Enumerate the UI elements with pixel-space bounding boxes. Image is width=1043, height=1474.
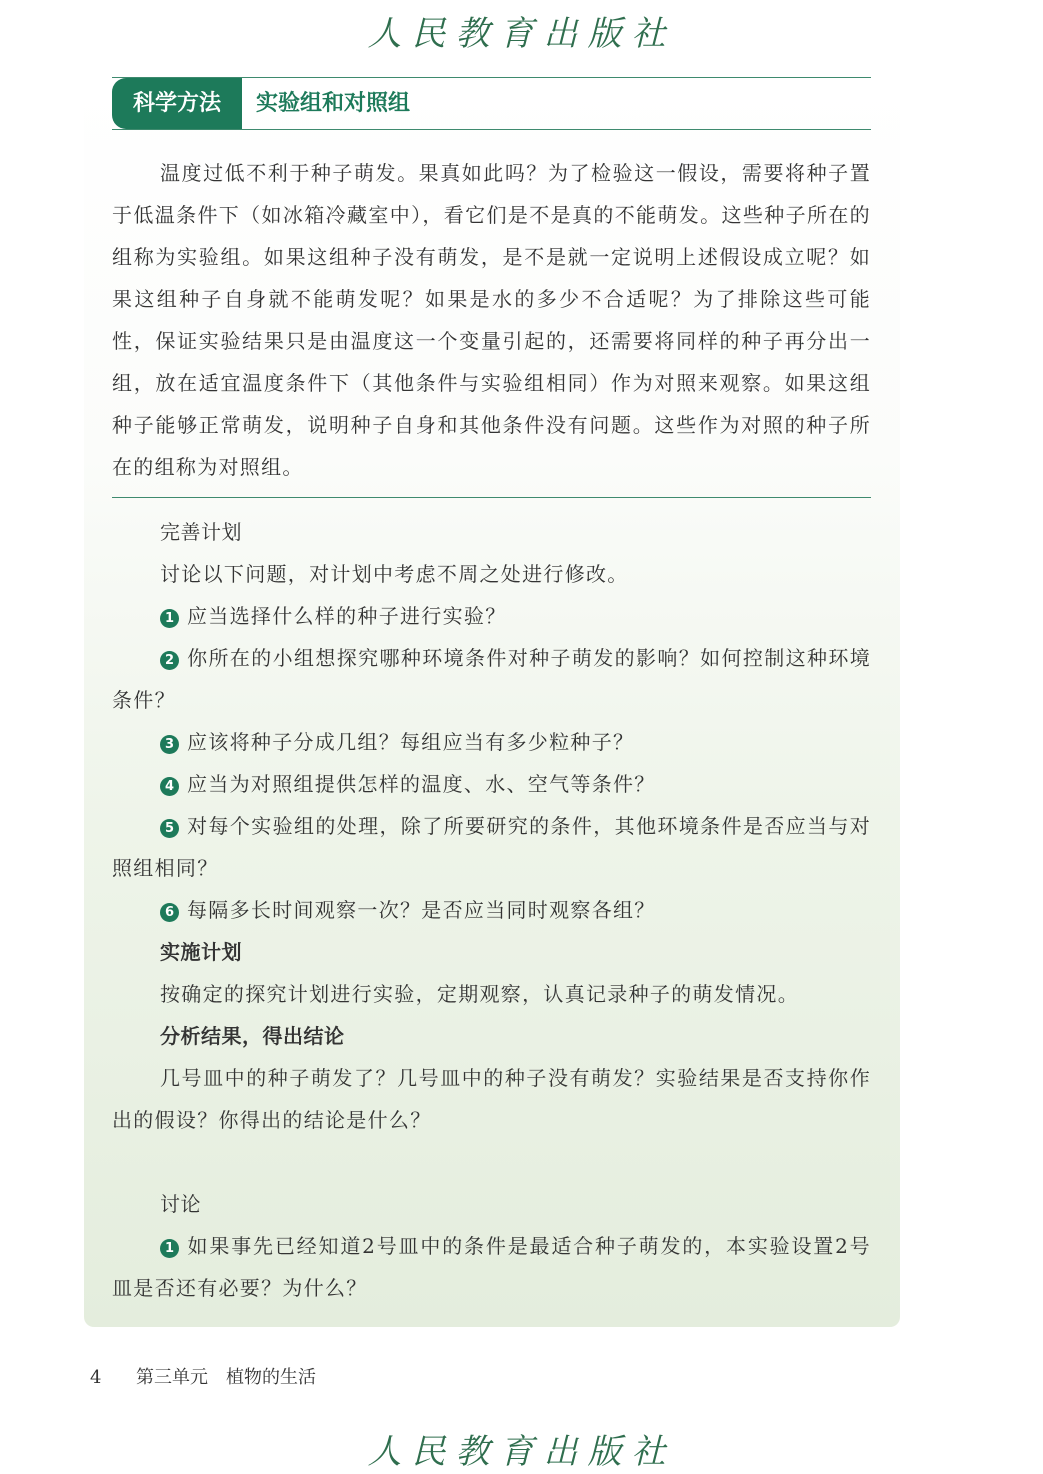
header-bottom-line — [112, 129, 871, 130]
question-text: 应该将种子分成几组？每组应当有多少粒种子？ — [187, 730, 635, 754]
method-paragraph: 温度过低不利于种子萌发。果真如此吗？为了检验这一假设，需要将种子置于低温条件下（如冰箱冷藏室中），看它们是不是真的不能萌发。这些种子所在的组称为实验组。如果这组种子没有萌发，是不是就一定说明上述假设成立呢？如果这组种子自身就不能萌发呢？如果是水的多少不合适呢？为了排除这些可能性，保证实验结果只是由温度这一个变量引起的，还需要将同样的种子再分出一组，放在适宜温度条件下（其他条件与实验组相同）作为对照来观察。如果这组种子能够正常萌发，说明种子自身和其他条件没有问题。这些作为对照的种子所在的组称为对照组。 — [112, 161, 871, 479]
improve-plan-section — [112, 511, 871, 1141]
number-badge: 2 — [160, 651, 179, 670]
question-item — [112, 595, 871, 637]
method-paragraph-block — [112, 152, 871, 488]
publisher-logo-top: 人民教育出版社 — [367, 14, 676, 54]
question-item — [112, 763, 871, 805]
question-item — [112, 721, 871, 763]
page-footer — [90, 1364, 316, 1392]
publisher-logo-bottom: 人民教育出版社 — [367, 1432, 676, 1472]
method-tag: 科学方法 — [112, 78, 242, 129]
question-text: 对每个实验组的处理，除了所要研究的条件，其他环境条件是否应当与对照组相同？ — [112, 814, 871, 880]
section-divider — [112, 497, 871, 498]
unit-title: 第三单元 植物的生活 — [136, 1367, 316, 1388]
analysis-text: 几号皿中的种子萌发了？几号皿中的种子没有萌发？实验结果是否支持你作出的假设？你得出的结论是什么？ — [112, 1066, 871, 1132]
improve-plan-intro: 讨论以下问题，对计划中考虑不周之处进行修改。 — [160, 562, 629, 586]
question-item — [112, 637, 871, 721]
discussion-question — [112, 1225, 871, 1309]
number-badge: 6 — [160, 903, 179, 922]
question-item — [112, 805, 871, 889]
discussion-heading: 讨论 — [160, 1192, 201, 1216]
question-item — [112, 889, 871, 931]
analysis-heading: 分析结果，得出结论 — [160, 1024, 345, 1048]
page-number: 4 — [90, 1367, 102, 1388]
discussion-section — [112, 1183, 871, 1309]
implement-plan-text: 按确定的探究计划进行实验，定期观察，认真记录种子的萌发情况。 — [160, 982, 799, 1006]
question-text: 如果事先已经知道2号皿中的条件是最适合种子萌发的，本实验设置2号皿是否还有必要？为什么？ — [112, 1234, 871, 1300]
question-text: 应当选择什么样的种子进行实验？ — [187, 604, 507, 628]
number-badge: 1 — [160, 1239, 179, 1258]
question-text: 应当为对照组提供怎样的温度、水、空气等条件？ — [187, 772, 656, 796]
implement-plan-heading: 实施计划 — [160, 940, 242, 964]
improve-plan-heading: 完善计划 — [160, 520, 242, 544]
question-text: 每隔多长时间观察一次？是否应当同时观察各组？ — [187, 898, 656, 922]
number-badge: 5 — [160, 819, 179, 838]
question-text: 你所在的小组想探究哪种环境条件对种子萌发的影响？如何控制这种环境条件？ — [112, 646, 871, 712]
method-title: 实验组和对照组 — [256, 91, 411, 116]
number-badge: 3 — [160, 735, 179, 754]
number-badge: 1 — [160, 609, 179, 628]
number-badge: 4 — [160, 777, 179, 796]
